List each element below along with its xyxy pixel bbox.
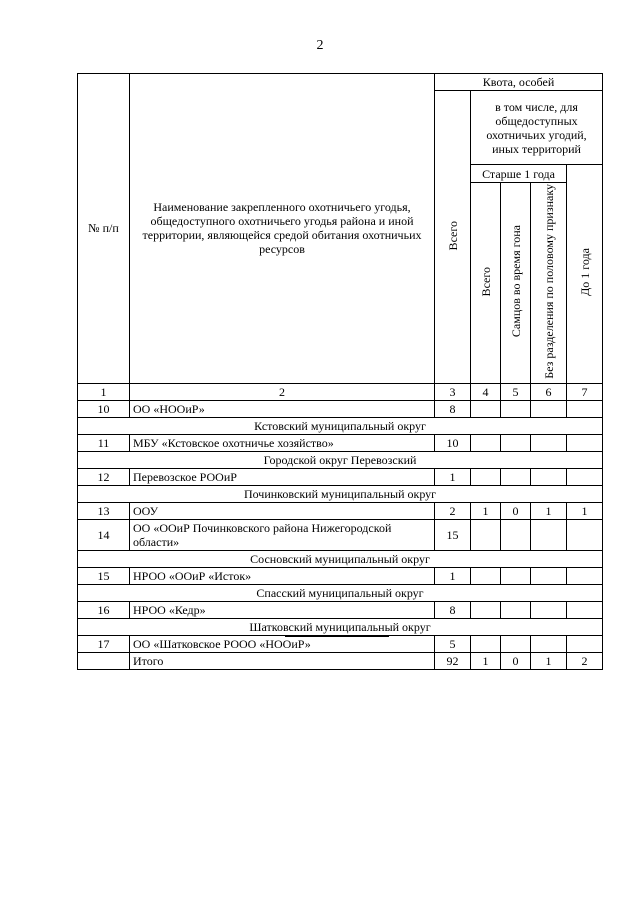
row-no-sex [531, 468, 567, 485]
row-number: 12 [78, 468, 130, 485]
row-number [78, 652, 130, 669]
row-total: 8 [435, 400, 471, 417]
column-number: 5 [501, 383, 531, 400]
row-older-total [471, 519, 501, 550]
section-row [78, 417, 603, 434]
header-number: № п/п [78, 74, 130, 384]
row-males-rut [501, 635, 531, 652]
table-row [78, 567, 603, 584]
row-number: 13 [78, 502, 130, 519]
row-under-one [567, 635, 603, 652]
row-older-total [471, 400, 501, 417]
row-no-sex [531, 567, 567, 584]
table-row [78, 468, 603, 485]
row-older-total [471, 601, 501, 618]
row-total: 10 [435, 434, 471, 451]
row-number: 11 [78, 434, 130, 451]
row-total: 92 [435, 652, 471, 669]
header-including: в том числе, для общедоступных охотничьих угодий, иных территорий [471, 91, 603, 165]
row-under-one [567, 519, 603, 550]
row-under-one [567, 468, 603, 485]
section-row [78, 584, 603, 601]
row-total: 1 [435, 468, 471, 485]
column-number: 3 [435, 383, 471, 400]
section-title: Городской округ Перевозский [78, 451, 603, 468]
row-total: 8 [435, 601, 471, 618]
page-number: 2 [316, 38, 324, 53]
row-name: Итого [130, 652, 435, 669]
row-older-total [471, 434, 501, 451]
row-older-total [471, 567, 501, 584]
row-under-one [567, 434, 603, 451]
row-males-rut [501, 519, 531, 550]
row-total: 5 [435, 635, 471, 652]
row-males-rut: 0 [501, 652, 531, 669]
row-older-total [471, 468, 501, 485]
row-total: 15 [435, 519, 471, 550]
section-title: Шатковский муниципальный округ [78, 618, 603, 635]
row-no-sex [531, 434, 567, 451]
row-under-one [567, 567, 603, 584]
row-no-sex: 1 [531, 652, 567, 669]
table-row [78, 434, 603, 451]
row-number: 14 [78, 519, 130, 550]
table-row [78, 601, 603, 618]
row-name: ОО «Шатковское РООО «НООиР» [130, 635, 435, 652]
column-number-row [78, 383, 603, 400]
row-total: 1 [435, 567, 471, 584]
header-males-rut: Самцов во время гона [501, 183, 531, 384]
row-under-one: 2 [567, 652, 603, 669]
row-number: 15 [78, 567, 130, 584]
row-name: НРОО «Кедр» [130, 601, 435, 618]
column-number: 4 [471, 383, 501, 400]
row-name: НРОО «ООиР «Исток» [130, 567, 435, 584]
section-row [78, 550, 603, 567]
section-title: Спасский муниципальный округ [78, 584, 603, 601]
section-row [78, 618, 603, 635]
row-name: ОО «НООиР» [130, 400, 435, 417]
row-older-total: 1 [471, 652, 501, 669]
column-number: 6 [531, 383, 567, 400]
table-row [78, 502, 603, 519]
quota-table [77, 73, 603, 670]
row-males-rut [501, 400, 531, 417]
row-no-sex [531, 400, 567, 417]
table-row [78, 400, 603, 417]
row-name: ООУ [130, 502, 435, 519]
section-title: Сосновский муниципальный округ [78, 550, 603, 567]
row-no-sex: 1 [531, 502, 567, 519]
row-no-sex [531, 635, 567, 652]
row-number: 16 [78, 601, 130, 618]
row-total: 2 [435, 502, 471, 519]
header-older-total: Всего [471, 183, 501, 384]
section-title: Починковский муниципальный округ [78, 485, 603, 502]
header-under-one: До 1 года [567, 165, 603, 384]
header-no-sex: Без разделения по половому признаку [531, 183, 567, 384]
column-number: 2 [130, 383, 435, 400]
table-row [78, 635, 603, 652]
section-row [78, 451, 603, 468]
row-under-one [567, 400, 603, 417]
header-quota: Квота, особей [435, 74, 603, 91]
row-under-one: 1 [567, 502, 603, 519]
table-row [78, 652, 603, 669]
column-number: 7 [567, 383, 603, 400]
section-row [78, 485, 603, 502]
row-name: Перевозское РООиР [130, 468, 435, 485]
row-males-rut [501, 601, 531, 618]
header-total: Всего [435, 91, 471, 384]
row-older-total [471, 635, 501, 652]
row-males-rut [501, 434, 531, 451]
row-males-rut [501, 567, 531, 584]
row-no-sex [531, 519, 567, 550]
header-name: Наименование закрепленного охотничьего угодья, общедоступного охотничьего угодья района и иной территории, являющейся средой обитания охотничьих ресурсов [130, 74, 435, 384]
header-older: Старше 1 года [471, 165, 567, 183]
end-divider [285, 636, 389, 637]
row-no-sex [531, 601, 567, 618]
row-under-one [567, 601, 603, 618]
table-row [78, 519, 603, 550]
row-males-rut: 0 [501, 502, 531, 519]
row-name: ОО «ООиР Починковского района Нижегородской области» [130, 519, 435, 550]
section-title: Кстовский муниципальный округ [78, 417, 603, 434]
column-number: 1 [78, 383, 130, 400]
row-name: МБУ «Кстовское охотничье хозяйство» [130, 434, 435, 451]
row-number: 10 [78, 400, 130, 417]
row-number: 17 [78, 635, 130, 652]
row-older-total: 1 [471, 502, 501, 519]
row-males-rut [501, 468, 531, 485]
